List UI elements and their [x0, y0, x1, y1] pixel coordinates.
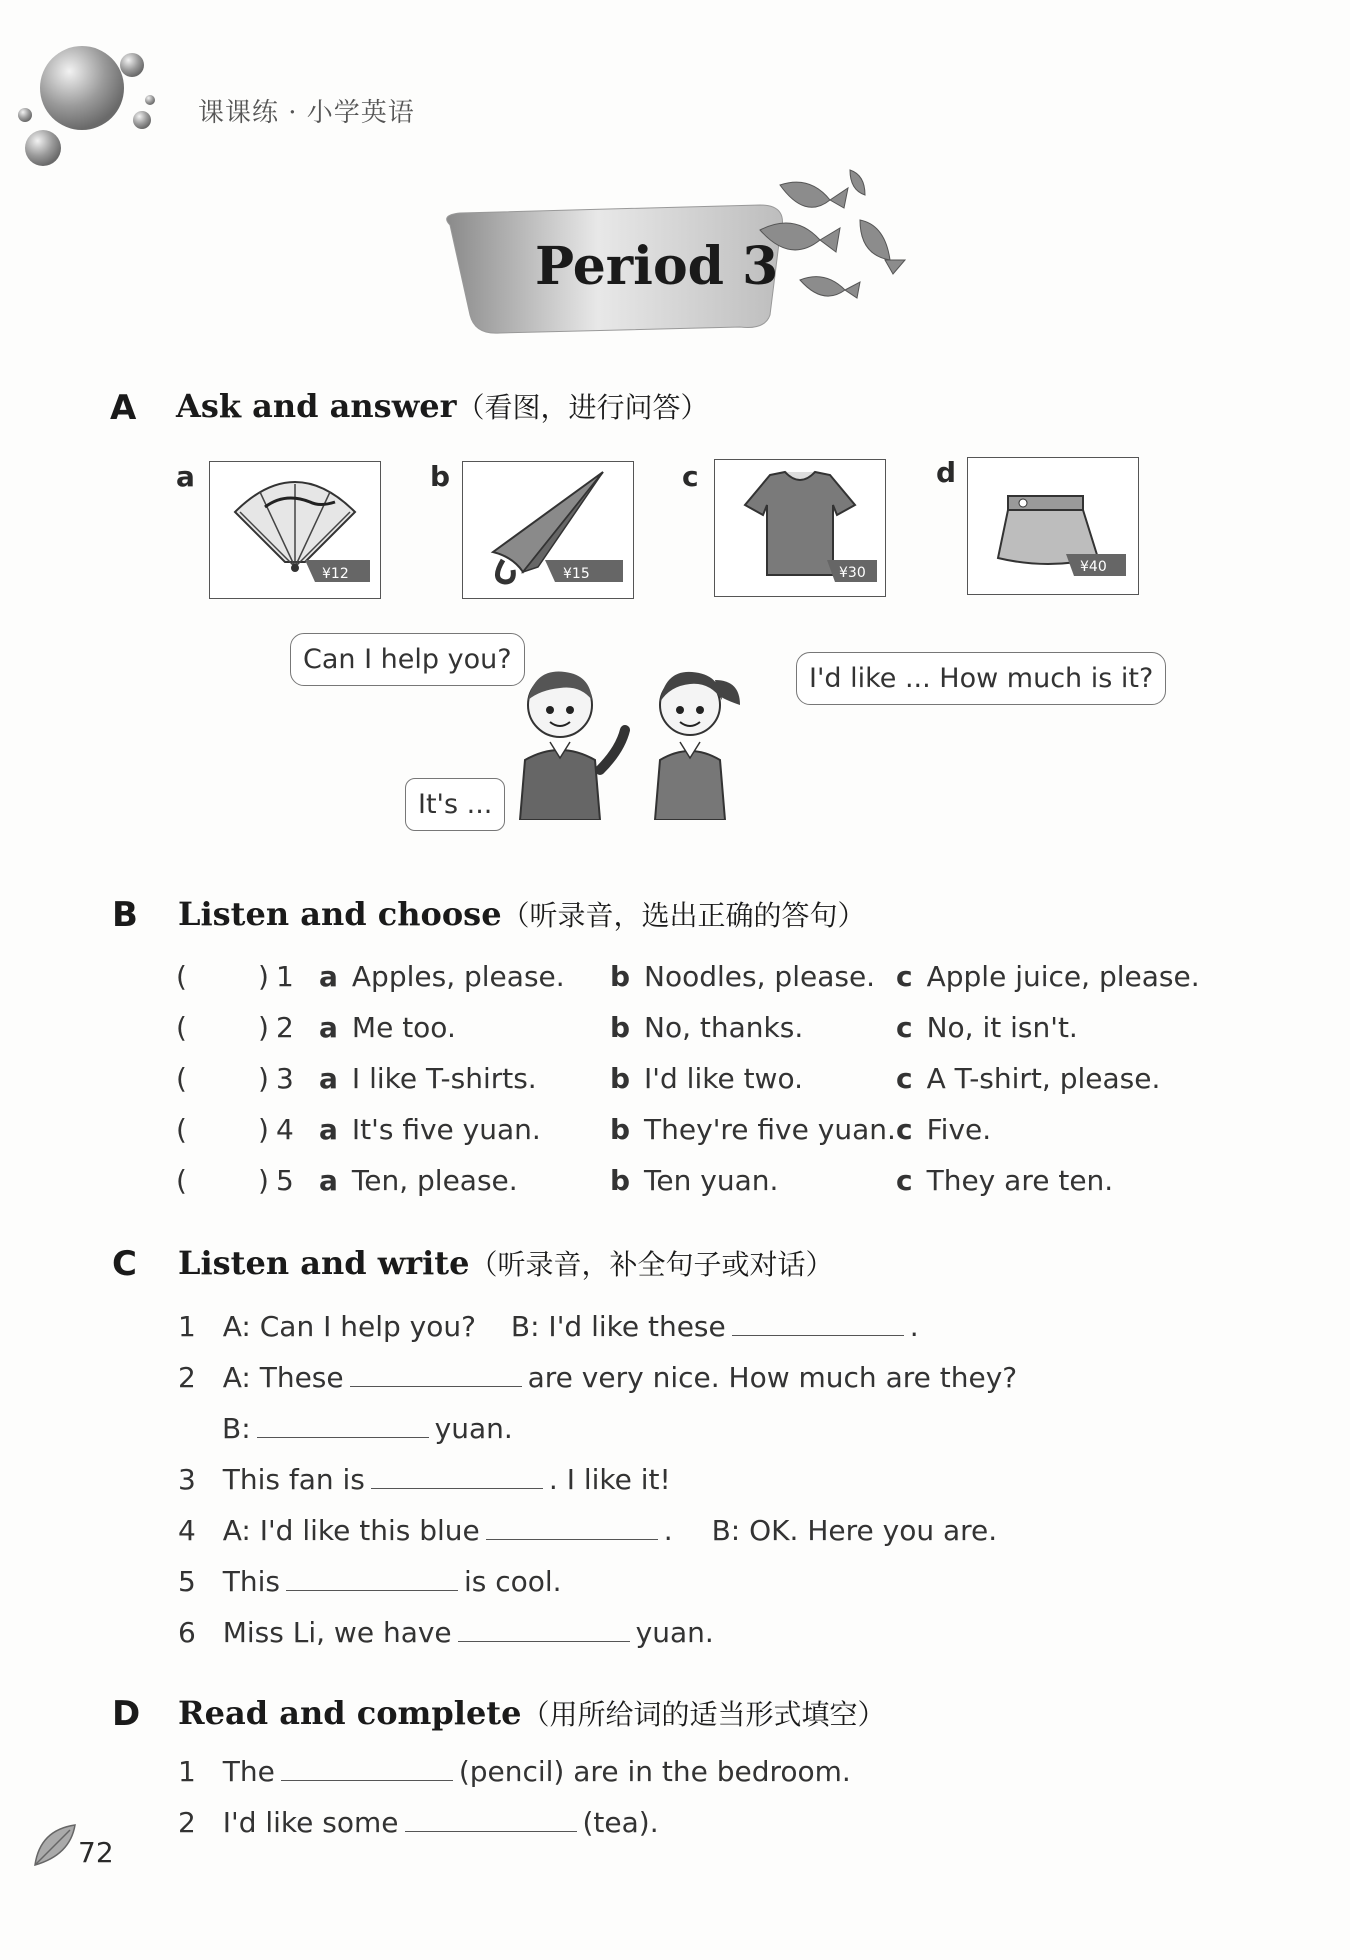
complete-line-2 — [178, 1806, 659, 1839]
answer-paren-close: ) — [258, 960, 269, 993]
fill-blank[interactable] — [405, 1807, 577, 1832]
option-letter: b — [610, 1062, 631, 1095]
line-text: . — [909, 1310, 919, 1343]
write-line-1 — [178, 1310, 919, 1343]
t-shirt-icon — [715, 460, 885, 596]
picture-letter-b: b — [430, 460, 451, 493]
line-number: 2 — [178, 1361, 196, 1394]
line-text: Miss Li, we have — [222, 1616, 452, 1649]
option-a-text: Apples, please. — [351, 960, 565, 993]
fill-blank[interactable] — [281, 1756, 453, 1781]
line-text: are very nice. How much are they? — [527, 1361, 1018, 1394]
option-c-text: No, it isn't. — [926, 1011, 1078, 1044]
section-b-letter: B — [112, 895, 138, 935]
option-b-text: I'd like two. — [644, 1062, 803, 1095]
section-c-title-text: Listen and write — [178, 1244, 470, 1282]
picture-skirt — [967, 457, 1139, 595]
option-letter: a — [319, 1062, 338, 1095]
option-letter: a — [319, 1113, 338, 1146]
section-a-subtitle: （看图，进行问答） — [456, 391, 709, 424]
line-text: A: Can I help you? — [222, 1310, 476, 1343]
answer-paren-close: ) — [258, 1164, 269, 1197]
line-number: 2 — [178, 1806, 196, 1839]
section-b-subtitle: （听录音，选出正确的答句） — [501, 899, 866, 932]
page-number: 72 — [78, 1836, 114, 1869]
section-d-subtitle: （用所给词的适当形式填空） — [521, 1698, 886, 1731]
section-d-letter: D — [112, 1694, 141, 1734]
option-b-text: They're five yuan. — [644, 1113, 896, 1146]
option-letter: a — [319, 960, 338, 993]
option-a-text: Me too. — [351, 1011, 456, 1044]
answer-paren-open[interactable]: ( — [176, 960, 187, 993]
line-number: 6 — [178, 1616, 196, 1649]
question-number: 1 — [276, 960, 294, 993]
fill-blank[interactable] — [458, 1617, 630, 1642]
line-text: is cool. — [463, 1565, 562, 1598]
option-letter: c — [896, 960, 913, 993]
question-number: 5 — [276, 1164, 294, 1197]
picture-t-shirt — [714, 459, 886, 597]
line-text: B: OK. Here you are. — [711, 1514, 998, 1547]
question-number: 3 — [276, 1062, 294, 1095]
complete-line-1 — [178, 1755, 851, 1788]
line-text: The — [222, 1755, 275, 1788]
option-letter: a — [319, 1164, 338, 1197]
picture-letter-a: a — [176, 460, 195, 493]
section-d-title — [178, 1693, 885, 1733]
section-b-title — [178, 894, 866, 934]
write-line-4 — [178, 1514, 997, 1547]
price-tag-d: ¥40 — [1080, 559, 1107, 575]
kids-illustration — [510, 660, 750, 820]
fill-blank[interactable] — [286, 1566, 458, 1591]
option-c-text: A T-shirt, please. — [926, 1062, 1161, 1095]
fan-icon — [210, 462, 380, 598]
option-b-text: No, thanks. — [644, 1011, 804, 1044]
option-c-text: They are ten. — [926, 1164, 1114, 1197]
line-text: This — [222, 1565, 280, 1598]
price-tag-c: ¥30 — [839, 565, 866, 581]
fill-blank[interactable] — [350, 1362, 522, 1387]
answer-paren-close: ) — [258, 1113, 269, 1146]
speech-bubble-like: I'd like ... How much is it? — [796, 652, 1166, 705]
line-text: (pencil) are in the bedroom. — [458, 1755, 851, 1788]
write-line-6 — [178, 1616, 714, 1649]
option-a-text: It's five yuan. — [351, 1113, 541, 1146]
picture-umbrella — [462, 461, 634, 599]
line-number: 5 — [178, 1565, 196, 1598]
write-line-3 — [178, 1463, 671, 1496]
option-c-text: Apple juice, please. — [926, 960, 1200, 993]
section-a-letter: A — [110, 388, 137, 428]
option-b-text: Noodles, please. — [644, 960, 876, 993]
line-text: A: I'd like this blue — [222, 1514, 480, 1547]
write-line-2 — [178, 1361, 1017, 1394]
line-text: (tea). — [582, 1806, 659, 1839]
line-text: yuan. — [434, 1412, 513, 1445]
section-d-title-text: Read and complete — [178, 1694, 522, 1732]
line-number: 1 — [178, 1310, 196, 1343]
line-number: 4 — [178, 1514, 196, 1547]
fill-blank[interactable] — [486, 1515, 658, 1540]
question-number: 2 — [276, 1011, 294, 1044]
answer-paren-open[interactable]: ( — [176, 1164, 187, 1197]
speech-bubble-its: It's ... — [405, 778, 505, 831]
line-text: I'd like some — [222, 1806, 399, 1839]
option-c-text: Five. — [926, 1113, 992, 1146]
option-a-text: I like T-shirts. — [351, 1062, 537, 1095]
picture-fan — [209, 461, 381, 599]
leaf-icon — [30, 1820, 80, 1870]
option-letter: c — [896, 1164, 913, 1197]
section-b-title-text: Listen and choose — [178, 895, 502, 933]
price-tag-a: ¥12 — [322, 566, 349, 582]
picture-letter-d: d — [936, 456, 957, 489]
option-letter: c — [896, 1011, 913, 1044]
answer-paren-open[interactable]: ( — [176, 1062, 187, 1095]
question-number: 4 — [276, 1113, 294, 1146]
line-text: yuan. — [635, 1616, 714, 1649]
line-number: 3 — [178, 1463, 196, 1496]
price-tag-b: ¥15 — [563, 566, 590, 582]
picture-letter-c: c — [682, 460, 699, 493]
section-c-title — [178, 1243, 833, 1283]
option-b-text: Ten yuan. — [644, 1164, 779, 1197]
line-text: . — [663, 1514, 673, 1547]
boy-icon — [520, 672, 625, 820]
section-c-subtitle: （听录音，补全句子或对话） — [469, 1248, 834, 1281]
fill-blank[interactable] — [371, 1464, 543, 1489]
option-a-text: Ten, please. — [351, 1164, 518, 1197]
answer-paren-close: ) — [258, 1011, 269, 1044]
line-text: A: These — [222, 1361, 344, 1394]
section-a-title-text: Ask and answer — [176, 387, 457, 425]
line-text: B: — [222, 1412, 251, 1445]
section-c-letter: C — [112, 1244, 137, 1284]
answer-paren-close: ) — [258, 1062, 269, 1095]
umbrella-icon — [463, 462, 633, 598]
girl-icon — [655, 672, 740, 820]
option-letter: c — [896, 1113, 913, 1146]
option-letter: a — [319, 1011, 338, 1044]
line-text: . I like it! — [548, 1463, 671, 1496]
bubbles-decoration — [10, 30, 170, 180]
line-text: B: I'd like these — [510, 1310, 726, 1343]
answer-paren-open[interactable]: ( — [176, 1011, 187, 1044]
speech-bubble-help: Can I help you? — [290, 633, 525, 686]
book-title: 课课练 · 小学英语 — [198, 98, 415, 128]
section-a-title — [176, 386, 708, 426]
write-line-2b — [222, 1412, 513, 1445]
option-letter: c — [896, 1062, 913, 1095]
fish-icon — [760, 170, 905, 298]
fill-blank[interactable] — [257, 1413, 429, 1438]
write-line-5 — [178, 1565, 562, 1598]
answer-paren-open[interactable]: ( — [176, 1113, 187, 1146]
period-title: Period 3 — [535, 236, 779, 297]
option-letter: b — [610, 960, 631, 993]
option-letter: b — [610, 1113, 631, 1146]
line-number: 1 — [178, 1755, 196, 1788]
skirt-icon — [968, 458, 1138, 594]
fill-blank[interactable] — [732, 1311, 904, 1336]
line-text: This fan is — [222, 1463, 365, 1496]
option-letter: b — [610, 1011, 631, 1044]
option-letter: b — [610, 1164, 631, 1197]
